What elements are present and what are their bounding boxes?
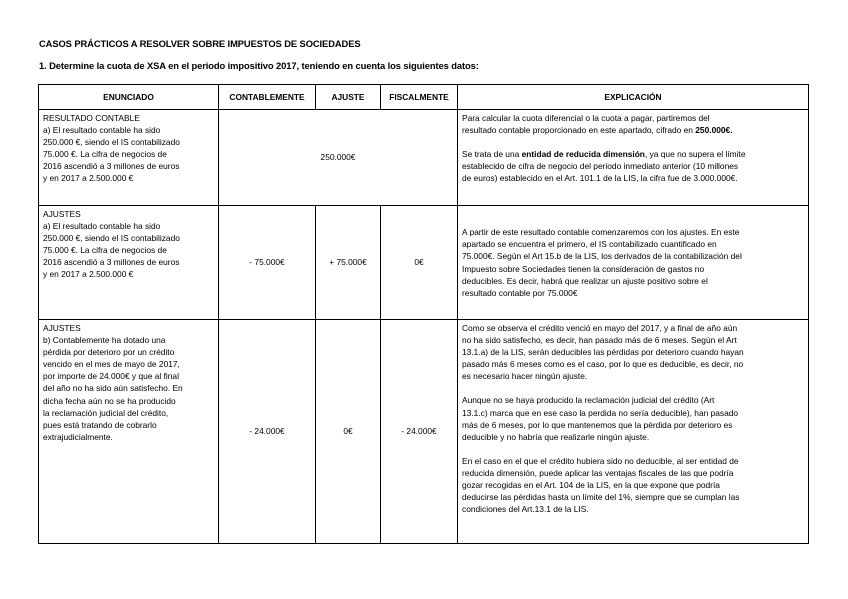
row3-exp-p2: Aunque no se haya producido la reclamación judicial del crédito (Art 13.1.c) marca que en ese caso la perdida no sería deducible), han pasado más de 6 meses, por lo que mantenemos que la pérdida por deterioro es deducible y no habría que realizarle ningún ajuste.	[462, 395, 739, 442]
row1-exp-p1-amount: 250.000€.	[695, 125, 733, 136]
row1-exp-p2-a: Se trata de una	[462, 149, 522, 160]
row3-exp-p3: En el caso en el que el crédito hubiera sido no deducible, al ser entidad de reducida dimensión, puede aplicar las ventajas fiscales de las que podría gozar recogidas en el Art. 104 de la LIS, en la que expone que podría deducirse las pérdidas hasta un límite del 1%, siempre que se cumplan las condiciones del Art.13.1 de la LIS.	[462, 455, 740, 515]
header-ajuste: AJUSTE	[316, 85, 381, 110]
row3-contablemente: - 24.000€	[219, 320, 316, 544]
row1-exp-p2	[462, 148, 804, 184]
header-explicacion: EXPLICACIÓN	[458, 85, 809, 110]
row2-explicacion	[458, 206, 809, 320]
row2-exp: A partir de este resultado contable comenzaremos con los ajustes. En este apartado se encuentra el primero, el IS contabilizado cuantificado en 75.000€. Según el Art 15.b de la LIS, los derivados de la contabilización del Impuesto sobre Sociedades tienen la consideración de gastos no deducibles. Es decir, habrá que realizar un ajuste positivo sobre el resultado contable por 75.000€	[462, 227, 742, 298]
row2-text: a) El resultado contable ha sido 250.000 €, siendo el IS contabilizado 75.000 €. La cifra de negocios de 2016 ascendió a 3 millones de euros y en 2017 a 2.500.000 €	[43, 221, 180, 280]
row3-enunciado	[39, 320, 219, 544]
table-row	[39, 110, 809, 206]
row2-fiscalmente: 0€	[381, 206, 458, 320]
table-row	[39, 320, 809, 544]
table-header-row	[39, 85, 809, 110]
row3-explicacion	[458, 320, 809, 544]
row2-enunciado	[39, 206, 219, 320]
row1-exp-p2-c: , ya que no supera el límite establecido de cifra de negocio del periodo inmediato anterior (10 millones de euros) establecido en el Art. 101.1 de la LIS, la cifra fue de 3.000.000€.	[462, 149, 746, 184]
row3-title: AJUSTES	[43, 323, 81, 333]
cases-table	[38, 84, 809, 544]
row3-fiscalmente: - 24.000€	[381, 320, 458, 544]
row1-exp-p1	[462, 112, 804, 136]
table-row	[39, 206, 809, 320]
row2-contablemente: - 75.000€	[219, 206, 316, 320]
question-heading: 1. Determine la cuota de XSA en el periodo impositivo 2017, teniendo en cuenta los siguientes datos:	[39, 60, 479, 71]
document-title: CASOS PRÁCTICOS A RESOLVER SOBRE IMPUESTOS DE SOCIEDADES	[39, 38, 361, 49]
row3-text: b) Contablemente ha dotado una pérdida por deterioro por un crédito vencido en el mes de mayo de 2017, por importe de 24.000€ y que al final del año no ha sido aún satisfecho. En dicha fecha aún no se ha producido la reclamación judicial del crédito, pues está tratando de cobrarlo extrajudicialmente.	[43, 335, 183, 442]
row1-explicacion	[458, 110, 809, 206]
row1-title: RESULTADO CONTABLE	[43, 113, 140, 123]
row1-merged-value: 250.000€	[219, 110, 458, 206]
header-fiscalmente: FISCALMENTE	[381, 85, 458, 110]
row3-ajuste: 0€	[316, 320, 381, 544]
row1-exp-p1-text: Para calcular la cuota diferencial o la cuota a pagar, partiremos del resultado contable proporcionado en este apartado, cifrado en	[462, 113, 710, 136]
row2-ajuste: + 75.000€	[316, 206, 381, 320]
row1-exp-p2-bold: entidad de reducida dimensión	[521, 149, 645, 160]
header-enunciado: ENUNCIADO	[39, 85, 219, 110]
row3-exp-p1: Como se observa el crédito venció en mayo del 2017, y a final de año aún no ha sido satisfecho, es decir, han pasado más de 6 meses. Según el Art 13.1.a) de la LIS, serán deducibles las pérdidas por deterioro cuando hayan pasado más 6 meses como es el caso, por lo que es deducible, es decir, no es necesario hacer ningún ajuste.	[462, 323, 744, 382]
row2-title: AJUSTES	[43, 209, 81, 219]
header-contablemente: CONTABLEMENTE	[219, 85, 316, 110]
row1-text: a) El resultado contable ha sido 250.000 €, siendo el IS contabilizado 75.000 €. La cifra de negocios de 2016 ascendió a 3 millones de euros y en 2017 a 2.500.000 €	[43, 125, 180, 184]
row1-enunciado	[39, 110, 219, 206]
